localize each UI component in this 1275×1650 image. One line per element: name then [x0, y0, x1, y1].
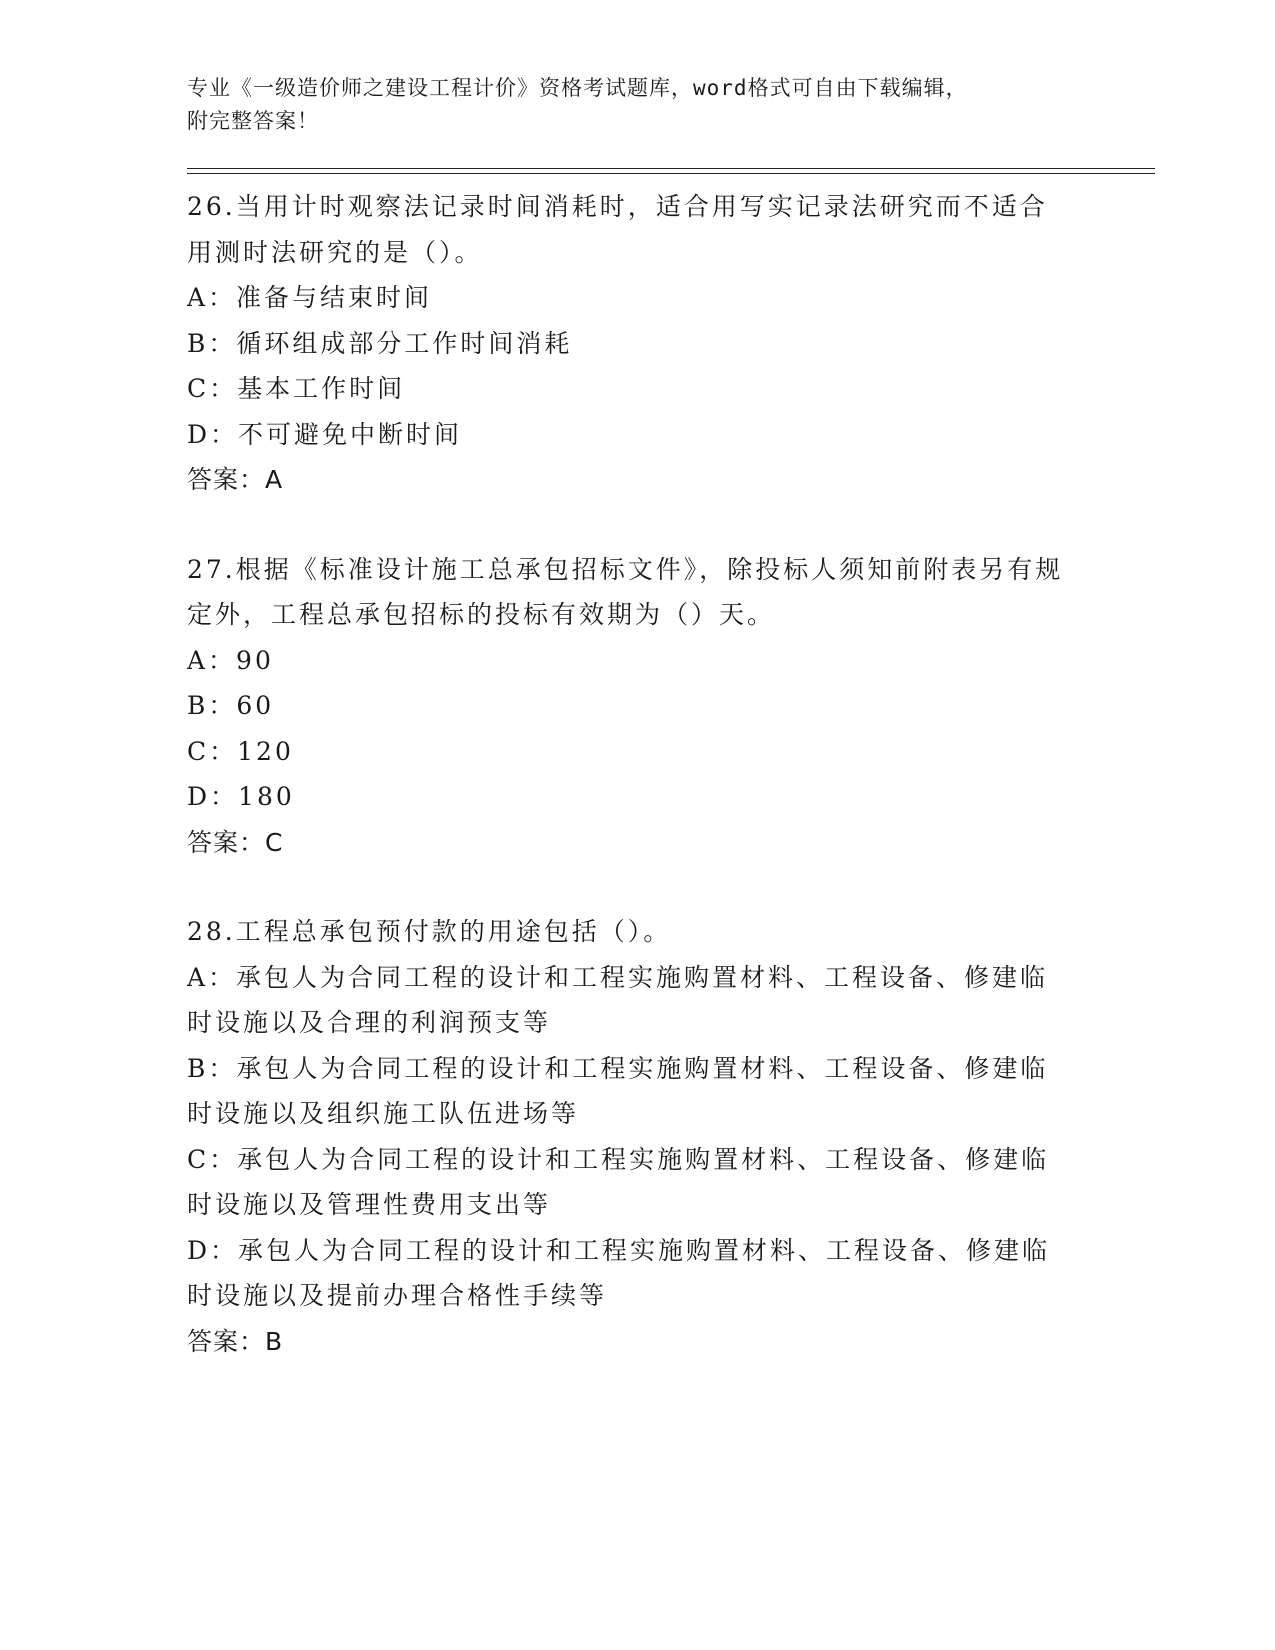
option-c: C：120 [187, 736, 294, 766]
header-line-1: 专业《一级造价师之建设工程计价》资格考试题库，word格式可自由下载编辑， [187, 76, 968, 100]
answer: 答案：A [187, 465, 284, 494]
option-a: A：准备与结束时间 [187, 283, 433, 312]
answer: 答案：B [187, 1326, 284, 1356]
question-stem: 27.根据《标准设计施工总承包招标文件》，除投标人须知前附表另有规定外，工程总承包招标的投标有效期为（）天。 [187, 554, 1064, 629]
option-b: B：循环组成部分工作时间消耗 [187, 328, 573, 358]
document-header [187, 72, 1067, 138]
option-c: C：基本工作时间 [187, 374, 406, 403]
option-b: B：承包人为合同工程的设计和工程实施购置材料、工程设备、修建临时设施以及组织施工队伍进场等 [187, 1053, 1049, 1128]
question-27 [187, 547, 1067, 866]
option-a: A：承包人为合同工程的设计和工程实施购置材料、工程设备、修建临时设施以及合理的利润预支等 [187, 962, 1049, 1037]
option-d: D：承包人为合同工程的设计和工程实施购置材料、工程设备、修建临时设施以及提前办理合格性手续等 [187, 1235, 1051, 1310]
document-page [187, 72, 1155, 1364]
header-line-2: 附完整答案！ [187, 109, 319, 133]
question-stem: 28.工程总承包预付款的用途包括（）。 [187, 917, 672, 946]
option-b: B：60 [187, 691, 275, 720]
option-d: D：不可避免中断时间 [187, 419, 463, 449]
option-d: D：180 [187, 782, 295, 811]
option-c: C：承包人为合同工程的设计和工程实施购置材料、工程设备、修建临时设施以及管理性费用支出等 [187, 1144, 1050, 1219]
header-divider [187, 168, 1155, 174]
answer: 答案：C [187, 827, 284, 857]
question-26 [187, 184, 1067, 503]
question-28 [187, 909, 1067, 1364]
option-a: A：90 [187, 645, 274, 675]
question-stem: 26.当用计时观察法记录时间消耗时，适合用写实记录法研究而不适合用测时法研究的是（）。 [187, 192, 1048, 267]
